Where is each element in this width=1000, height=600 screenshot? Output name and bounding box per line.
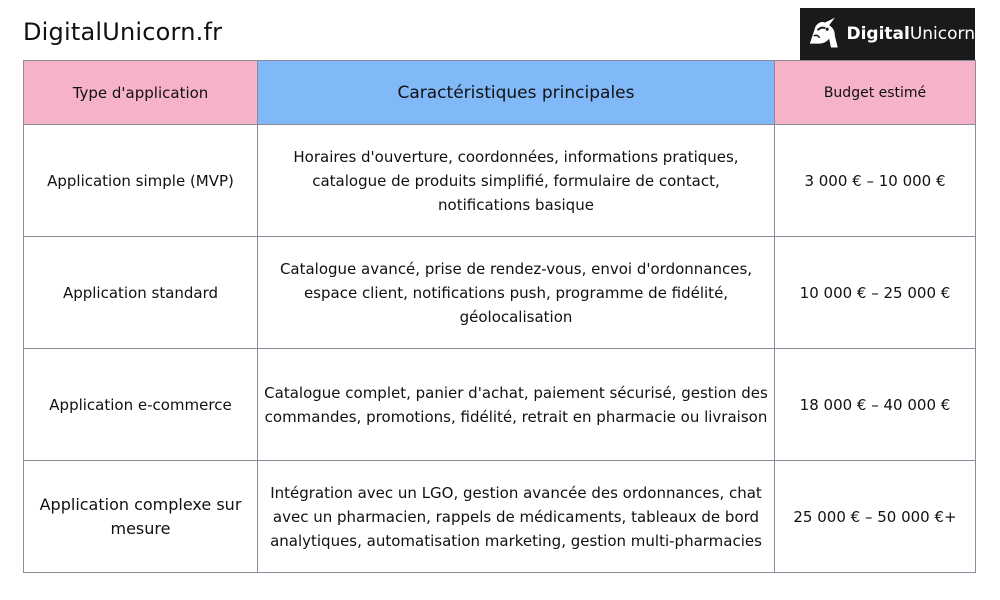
- header-features: Caractéristiques principales: [258, 61, 775, 125]
- logo-text: [846, 24, 975, 44]
- table-row: [24, 461, 976, 573]
- table-header-row: [24, 61, 976, 125]
- row-budget: 10 000 € – 25 000 €: [775, 237, 976, 349]
- table-row: [24, 237, 976, 349]
- row-budget: 3 000 € – 10 000 €: [775, 125, 976, 237]
- row-features: Catalogue complet, panier d'achat, paiement sécurisé, gestion des commandes, promotions, fidélité, retrait en pharmacie ou livraison: [258, 349, 775, 461]
- unicorn-icon: [806, 14, 844, 54]
- row-budget: 25 000 € – 50 000 €+: [775, 461, 976, 573]
- row-features: Intégration avec un LGO, gestion avancée des ordonnances, chat avec un pharmacien, rappels de médicaments, tableaux de bord analytiques, automatisation marketing, gestion multi-pharmacies: [258, 461, 775, 573]
- site-title: DigitalUnicorn.fr: [23, 18, 223, 46]
- row-type: Application e-commerce: [24, 349, 258, 461]
- logo: [800, 8, 975, 60]
- header-budget: Budget estimé: [775, 61, 976, 125]
- logo-text-light: Unicorn: [909, 24, 975, 44]
- row-type: Application standard: [24, 237, 258, 349]
- table-row: [24, 125, 976, 237]
- header-type: Type d'application: [24, 61, 258, 125]
- row-budget: 18 000 € – 40 000 €: [775, 349, 976, 461]
- row-features: Catalogue avancé, prise de rendez-vous, envoi d'ordonnances, espace client, notifications push, programme de fidélité, géolocalisation: [258, 237, 775, 349]
- row-type: Application complexe sur mesure: [24, 461, 258, 573]
- logo-text-bold: Digital: [846, 24, 910, 44]
- row-features: Horaires d'ouverture, coordonnées, informations pratiques, catalogue de produits simplifié, formulaire de contact, notifications basique: [258, 125, 775, 237]
- table-row: [24, 349, 976, 461]
- row-type: Application simple (MVP): [24, 125, 258, 237]
- pricing-table: [23, 60, 976, 573]
